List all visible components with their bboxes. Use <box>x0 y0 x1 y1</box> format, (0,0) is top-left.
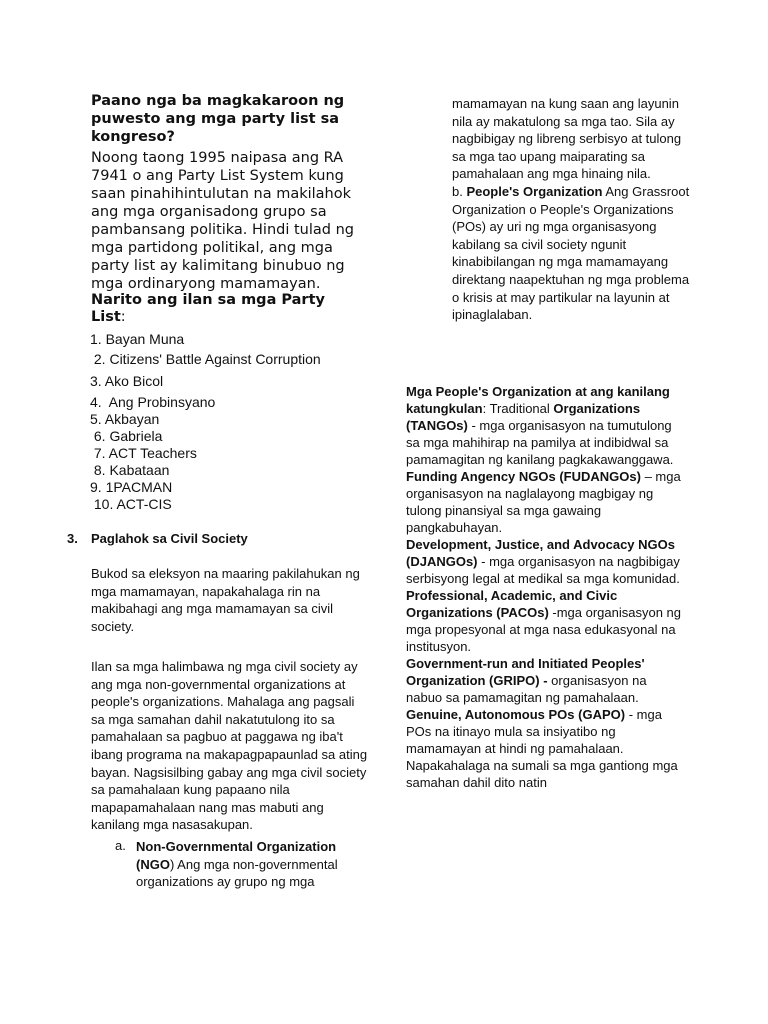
tango-term: Organizations (TANGOs) <box>406 401 641 433</box>
question-body: Noong taong 1995 naipasa ang RA 7941 o ang Party List System kung saan pinahihintulutan na makilahok ang mga organisadong grupo sa pambansang politika. Hindi tulad ng mga partidong politikal, ang mga party list ay kalimitang binubuo ng mga ordinaryong mamamayan. <box>91 150 354 292</box>
list-item: 10. ACT-CIS <box>90 496 172 512</box>
ngo-term: Non-Governmental Organization (NGO <box>136 839 337 872</box>
partylist-heading <box>91 292 341 326</box>
django-term: Development, Justice, and Advocacy NGOs (DJANGOs) <box>406 537 675 569</box>
partylist-heading-colon: : <box>120 309 126 325</box>
po-definition: Ang Grassroot Organization o People's Organizations (POs) ay uri ng mga organisasyong kabilang sa civil society ngunit kinabibilangan ng mga mamamayang direktang naapektuhan ng mga problema o krisis at may partikular na layunin at ipinaglalaban. <box>452 183 690 323</box>
django-definition: - mga organisasyon na nagbibigay serbisyong legal at medikal sa mga komunidad. <box>406 554 680 586</box>
ngo-po-block <box>452 95 692 324</box>
ngo-letter: a. <box>115 838 126 853</box>
ngo-continued: mamamayan na kung saan ang layunin nila ay makatulong sa mga tao. Sila ay nagbibigay ng libreng serbisyo at tulong sa mga tao upang maiparating sa pamahalaan ang mga hinaing nila. <box>452 96 682 182</box>
partylist-heading-text: Narito ang ilan sa mga Party List <box>91 292 325 325</box>
list-item: 1. Bayan Muna <box>90 331 185 347</box>
ngo-definition: ) Ang mga non-governmental organizations ay grupo ng mga <box>136 856 338 890</box>
gripo-definition: organisasyon na nabuo sa pamamagitan ng pamahalaan. <box>406 673 647 705</box>
question-heading: Paano nga ba magkakaroon ng puwesto ang mga party list sa kongreso? <box>91 93 345 145</box>
po-types-heading: Mga People's Organization at ang kanilang katungkulan <box>406 384 670 416</box>
list-item: 3. Ako Bicol <box>90 373 164 389</box>
list-item: 5. Akbayan <box>90 411 160 427</box>
paco-term: Professional, Academic, and Civic Organizations (PACOs) <box>406 588 618 620</box>
gapo-definition: - mga POs na itinayo mula sa insiyatibo ng mamamayan at hindi ng pamahalaan. Napakahalaga na sumali sa mga gantiong mga samahan dahil dito natin <box>406 707 678 790</box>
tango-definition: - mga organisasyon na tumutulong sa mga mahihirap na pamilya at indibidwal sa pamamagitan ng kanilang pagkakawanggawa. <box>406 418 674 467</box>
civil-paragraph-2: Ilan sa mga halimbawa ng mga civil society ay ang mga non-governmental organizations at people's organizations. Mahalaga ang pagsali sa mga samahan dahil nakatutulong ito sa pamahalaan sa pagbuo at paggawa ng iba't ibang programa na makapagpapaunlad sa ating bayan. Nagsisilbing gabay ang mga civil society sa pamahalaan kung papaano nila mapapamahalaan nang mas mabuti ang kanilang mga nasasakupan. <box>91 659 368 833</box>
fudango-term: Funding Angency NGOs (FUDANGOs) <box>406 469 641 484</box>
ngo-paragraph <box>136 838 366 891</box>
paco-definition: -mga organisasyon ng mga propesyonal at mga nasa edukasyonal na institusyon. <box>406 605 682 654</box>
list-item: 6. Gabriela <box>90 428 163 444</box>
list-item: 7. ACT Teachers <box>90 445 197 461</box>
civil-paragraph-1: Bukod sa eleksyon na maaring pakilahukan ng mga mamamayan, napakahalaga rin na makibahagi ang mga mamamayan sa civil society. <box>91 566 360 634</box>
po-letter: b. <box>452 183 467 199</box>
list-item: 2. Citizens' Battle Against Corruption <box>90 351 321 367</box>
fudango-definition: – mga organisasyon na naglalayong magbigay ng tulong pinansiyal sa mga gawaing pangkabuhayan. <box>406 469 681 535</box>
list-item: 9. 1PACMAN <box>90 479 173 495</box>
gapo-term: Genuine, Autonomous POs (GAPO) <box>406 707 626 722</box>
section-title: Paglahok sa Civil Society <box>91 531 248 546</box>
gripo-term: Government-run and Initiated Peoples' Organization (GRIPO) - <box>406 656 645 688</box>
list-item: 8. Kabataan <box>90 462 170 478</box>
po-types-colon: : Traditional <box>482 401 554 416</box>
section-number: 3. <box>67 531 78 546</box>
po-types-block <box>406 383 686 791</box>
list-item: 4. Ang Probinsyano <box>90 394 216 410</box>
po-term: People's Organization <box>466 183 603 199</box>
